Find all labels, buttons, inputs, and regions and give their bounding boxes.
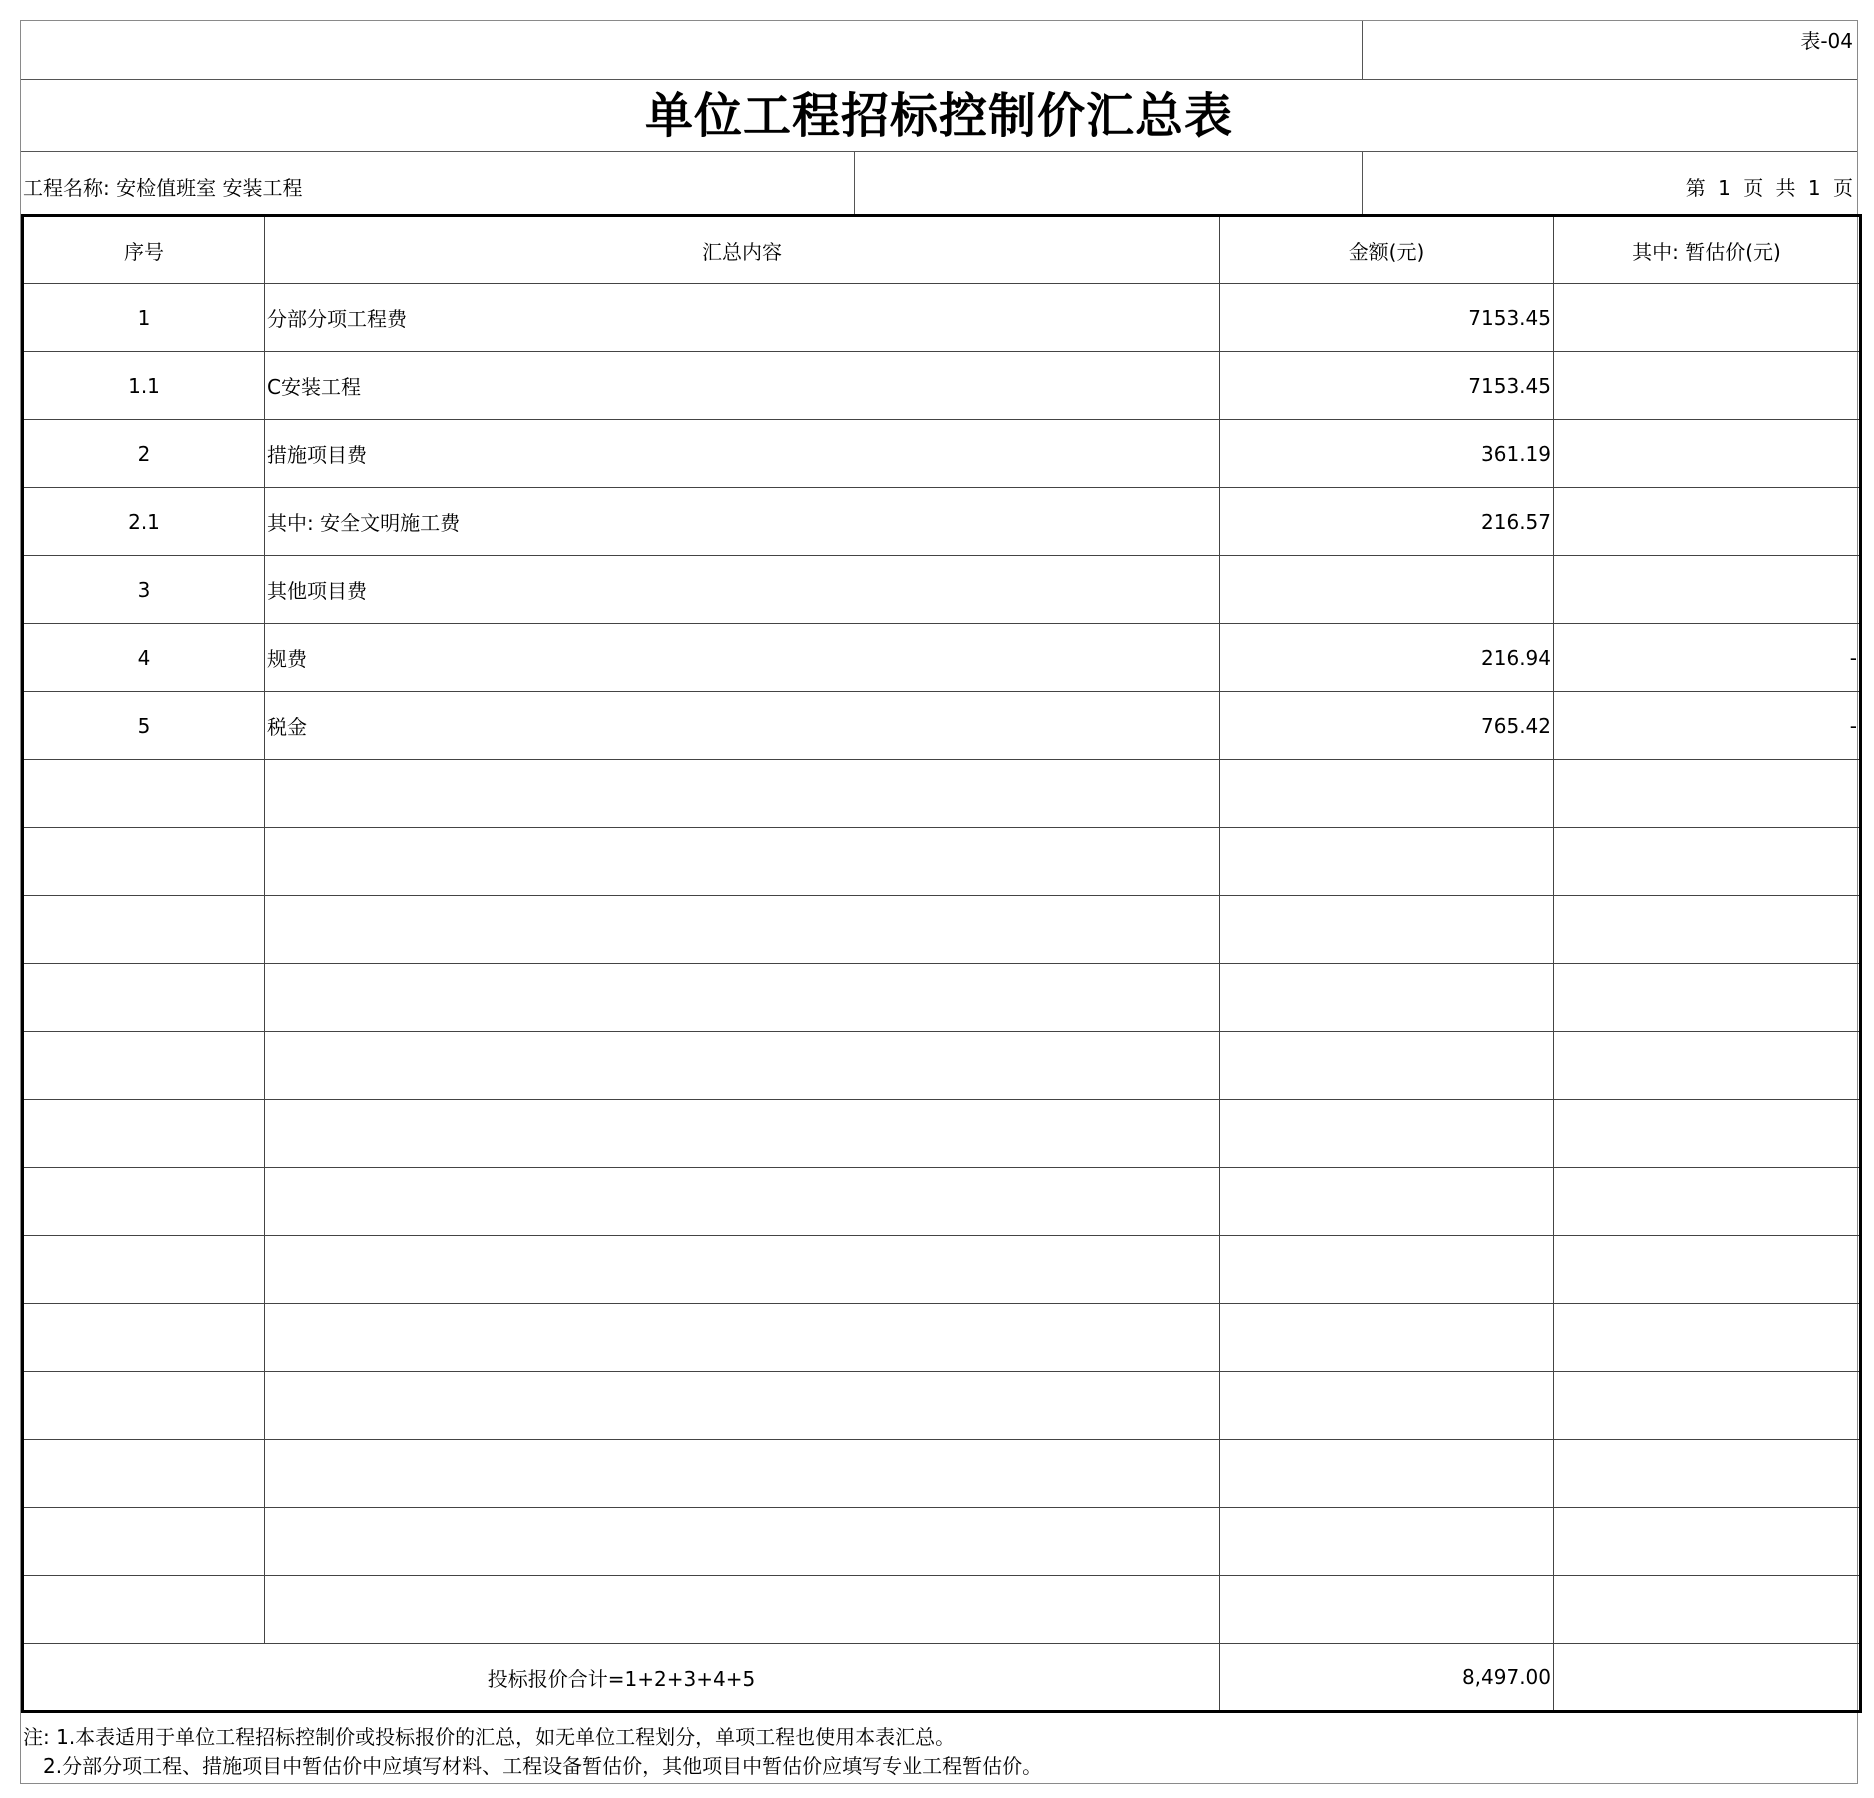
cell-provisional [1554,556,1861,624]
column-header-content: 汇总内容 [265,216,1220,284]
empty-row [23,896,1861,964]
cell-no: 2 [23,420,265,488]
cell-content: C安装工程 [265,352,1220,420]
total-provisional [1554,1644,1861,1712]
table-header-row [23,216,1861,284]
cell-content: 分部分项工程费 [265,284,1220,352]
empty-cell [265,1032,1220,1100]
cell-provisional [1554,488,1861,556]
page-title: 单位工程招标控制价汇总表 [644,88,1233,144]
empty-cell [1554,828,1861,896]
table-row [23,624,1861,692]
empty-cell [23,964,265,1032]
empty-cell [23,1372,265,1440]
column-header-no: 序号 [23,216,265,284]
empty-row [23,964,1861,1032]
empty-cell [23,1440,265,1508]
empty-cell [265,828,1220,896]
table-row [23,352,1861,420]
cell-amount: 216.94 [1220,624,1554,692]
empty-cell [23,1304,265,1372]
cell-no: 5 [23,692,265,760]
cell-provisional [1554,352,1861,420]
empty-cell [1220,1304,1554,1372]
cell-content: 规费 [265,624,1220,692]
empty-cell [1554,760,1861,828]
page-info: 第 1 页 共 1 页 [1685,176,1853,200]
empty-cell [265,1100,1220,1168]
cell-amount: 7153.45 [1220,352,1554,420]
form-no-cell-divider [1362,21,1363,79]
table-body [23,284,1861,1644]
header-divider-title [21,151,1857,152]
empty-cell [23,1100,265,1168]
empty-row [23,1372,1861,1440]
empty-cell [265,1304,1220,1372]
empty-cell [23,896,265,964]
empty-cell [265,1440,1220,1508]
table-row [23,692,1861,760]
empty-cell [1554,1304,1861,1372]
empty-cell [1220,1372,1554,1440]
summary-sheet [20,20,1858,1784]
footnote-1: 注: 1.本表适用于单位工程招标控制价或投标报价的汇总，如无单位工程划分，单项工程也使用本表汇总。 [23,1725,956,1749]
form-number: 表-04 [1800,29,1853,53]
empty-row [23,1304,1861,1372]
cell-no: 4 [23,624,265,692]
cell-no: 1.1 [23,352,265,420]
empty-cell [1220,896,1554,964]
empty-cell [23,1508,265,1576]
cell-content: 其中: 安全文明施工费 [265,488,1220,556]
cell-amount: 765.42 [1220,692,1554,760]
empty-cell [265,1236,1220,1304]
cell-amount: 7153.45 [1220,284,1554,352]
cell-provisional: - [1554,692,1861,760]
empty-cell [23,1576,265,1644]
empty-cell [23,1168,265,1236]
empty-cell [1554,1576,1861,1644]
empty-cell [1220,760,1554,828]
empty-cell [1220,1440,1554,1508]
cell-content: 税金 [265,692,1220,760]
empty-row [23,1032,1861,1100]
empty-cell [1220,828,1554,896]
project-name: 工程名称: 安检值班室 安装工程 [23,176,303,200]
empty-cell [1554,1440,1861,1508]
empty-cell [1220,1032,1554,1100]
header-divider-top [21,79,1857,80]
cell-content: 其他项目费 [265,556,1220,624]
empty-cell [265,964,1220,1032]
empty-cell [1220,964,1554,1032]
empty-cell [1554,964,1861,1032]
empty-cell [265,896,1220,964]
empty-cell [265,760,1220,828]
footnote-2: 2.分部分项工程、措施项目中暂估价中应填写材料、工程设备暂估价，其他项目中暂估价应填写专业工程暂估价。 [23,1754,1043,1778]
cell-no: 1 [23,284,265,352]
column-header-provisional: 其中: 暂估价(元) [1554,216,1861,284]
empty-cell [1220,1576,1554,1644]
empty-cell [1220,1508,1554,1576]
cell-amount [1220,556,1554,624]
empty-cell [1220,1100,1554,1168]
cell-amount: 216.57 [1220,488,1554,556]
empty-cell [1220,1168,1554,1236]
empty-cell [1554,896,1861,964]
project-cell-divider-2 [1362,151,1363,214]
empty-cell [265,1576,1220,1644]
empty-cell [265,1372,1220,1440]
table-row [23,420,1861,488]
empty-cell [1554,1236,1861,1304]
total-amount: 8,497.00 [1220,1644,1554,1712]
table-row [23,284,1861,352]
empty-cell [23,760,265,828]
empty-cell [23,1236,265,1304]
table-row [23,556,1861,624]
empty-row [23,1168,1861,1236]
table-row [23,488,1861,556]
cell-no: 3 [23,556,265,624]
empty-row [23,1236,1861,1304]
empty-cell [1554,1100,1861,1168]
cell-no: 2.1 [23,488,265,556]
empty-cell [1554,1032,1861,1100]
cell-provisional: - [1554,624,1861,692]
empty-row [23,1576,1861,1644]
cell-provisional [1554,284,1861,352]
cell-content: 措施项目费 [265,420,1220,488]
empty-cell [265,1168,1220,1236]
empty-cell [23,1032,265,1100]
project-cell-divider-1 [854,151,855,214]
empty-cell [1220,1236,1554,1304]
empty-row [23,1100,1861,1168]
summary-table [21,214,1862,1713]
empty-row [23,828,1861,896]
empty-cell [1554,1372,1861,1440]
total-label: 投标报价合计=1+2+3+4+5 [23,1644,1220,1712]
total-row [23,1644,1861,1712]
column-header-amount: 金额(元) [1220,216,1554,284]
empty-row [23,1508,1861,1576]
empty-cell [23,828,265,896]
empty-row [23,760,1861,828]
cell-provisional [1554,420,1861,488]
empty-row [23,1440,1861,1508]
empty-cell [1554,1168,1861,1236]
empty-cell [1554,1508,1861,1576]
cell-amount: 361.19 [1220,420,1554,488]
empty-cell [265,1508,1220,1576]
footnotes [23,1723,1042,1781]
